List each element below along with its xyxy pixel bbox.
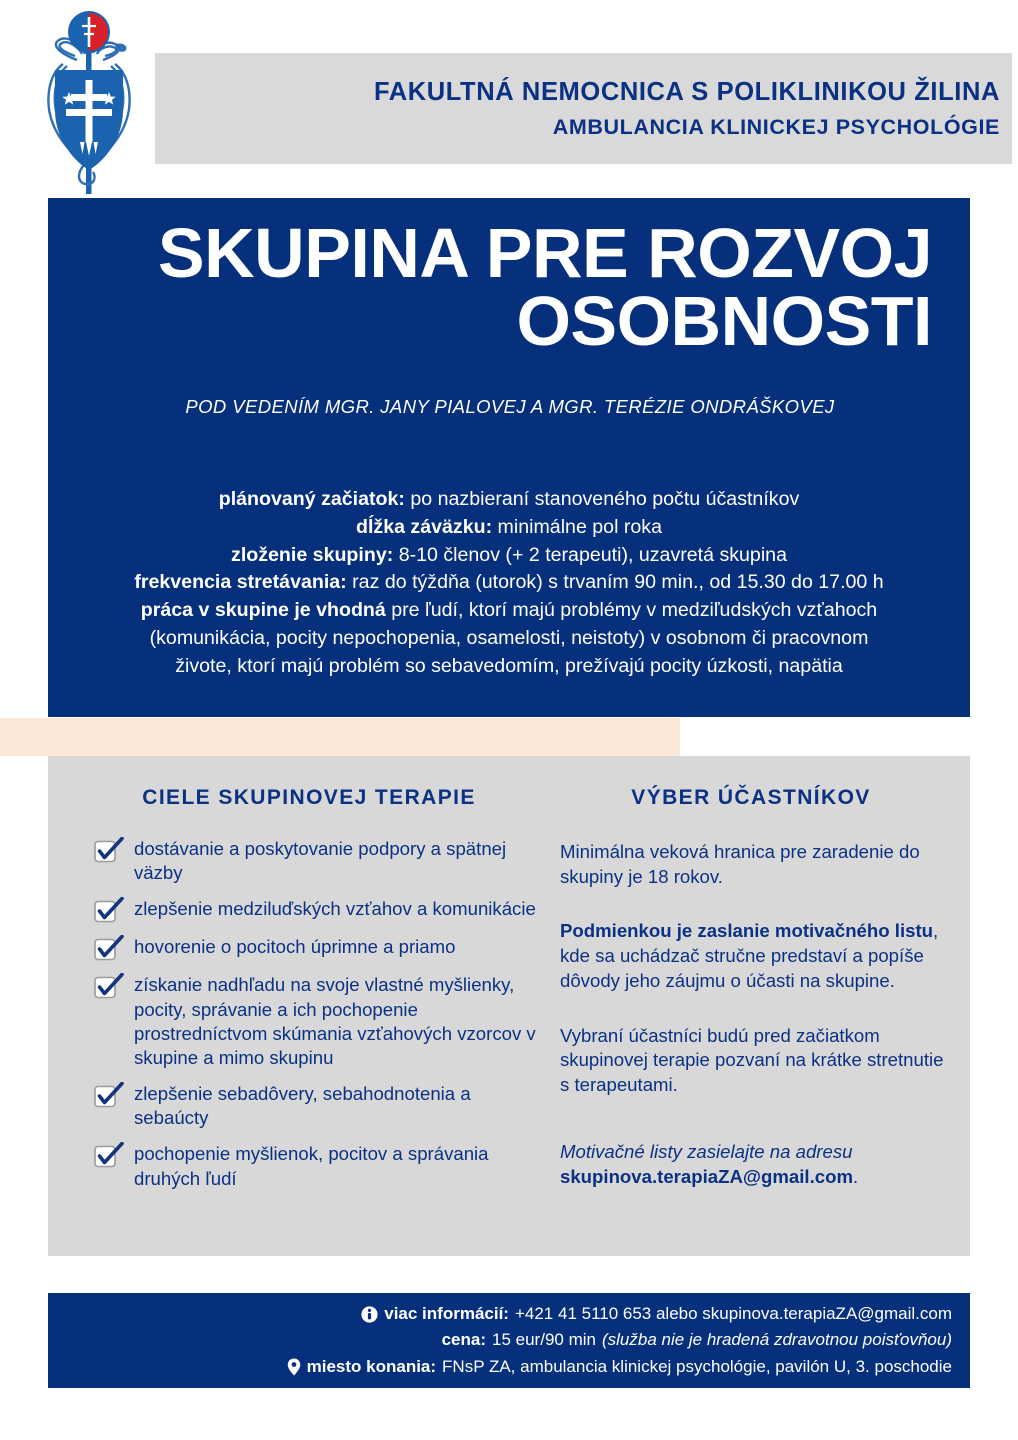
condition-bold-text: Podmienkou je zaslanie motivačného listu [560,919,934,941]
footer-panel [48,1293,970,1388]
detail-label: frekvencia stretávania: [134,571,347,594]
condition-rest-text: , kde sa uchádzač stručne predstaví a popíše dôvody jeho záujmu o účasti na skupine. [560,919,939,991]
detail-value: 8-10 členov (+ 2 terapeuti), uzavretá skupina [393,543,787,566]
selection-paragraph-age: Minimálna veková hranica pre zaradenie do skupiny je 18 rokov. [560,841,920,887]
contact-email[interactable]: skupinova.terapiaZA@gmail.com [560,1166,853,1188]
selection-paragraph-contact [560,1140,950,1190]
suitability-text-2: (komunikácia, pocity nepochopenia, osamelosti, neistoty) v osobnom či pracovnom [149,627,869,650]
detail-label: dĺžka záväzku: [355,515,493,538]
price-value: 15 eur/90 min [492,1330,596,1350]
list-item [94,896,544,923]
checkbox-checked-icon [94,1082,124,1108]
fnsp-zilina-logo [33,6,145,196]
selection-paragraph-condition [560,919,950,994]
checkbox-checked-icon [94,897,124,923]
list-item [94,934,544,961]
goals-title: CIELE SKUPINOVEJ TERAPIE [142,786,476,809]
selection-title: VÝBER ÚČASTNÍKOV [631,786,871,809]
detail-row [78,569,940,597]
checkbox-checked-icon [94,935,124,961]
page-subtitle: POD VEDENÍM MGR. JANY PIALOVEJ A MGR. TERÉZIE ONDRÁŠKOVEJ [185,396,835,417]
footer-row-price [442,1327,952,1353]
contact-instruction: Motivačné listy zasielajte na adresu [560,1141,853,1163]
goal-text: zlepšenie sebadôvery, sebahodnotenia a sebaúcty [134,1083,471,1129]
hero-details [78,486,940,681]
goal-text: zlepšenie medziluďských vzťahov a komunikácie [134,898,536,920]
hospital-name: FAKULTNÁ NEMOCNICA S POLIKLINIKOU ŽILINA [373,77,1000,106]
map-pin-icon [287,1358,301,1376]
hero-panel [48,198,970,717]
suitability-row [78,597,940,625]
selection-column [560,756,950,1190]
detail-label: plánovaný začiatok: [218,488,405,510]
goal-text: pochopenie myšlienok, pocitov a správania druhých ľudí [134,1143,489,1189]
suitability-label: práca v skupine je vhodná [140,599,386,622]
goals-checklist [74,836,544,1191]
list-item [94,1081,544,1130]
info-label: viac informácií: [384,1303,509,1323]
price-note: (služba nie je hradená zdravotnou poisťovňou) [601,1330,952,1350]
contact-period: . [852,1166,859,1188]
checkbox-checked-icon [94,973,124,999]
list-item [94,836,544,885]
detail-value: minimálne pol roka [492,515,662,538]
detail-label: zloženie skupiny: [231,543,394,566]
checkbox-checked-icon [94,837,124,863]
detail-row [78,514,940,542]
goals-column [74,756,544,1202]
footer-row-info [361,1301,952,1327]
goal-text: dostávanie a poskytovanie podpory a spätnej väzby [134,838,507,884]
page-title [88,214,932,360]
footer-row-place [287,1354,952,1380]
department-name: AMBULANCIA KLINICKEJ PSYCHOLÓGIE [552,114,1000,139]
detail-value: raz do týždňa (utorok) s trvaním 90 min., od 15.30 do 17.00 h [346,571,884,594]
price-label: cena: [441,1330,487,1350]
detail-row [78,542,940,570]
goal-text: hovorenie o pocitoch úprimne a priamo [134,936,456,958]
list-item [94,1141,544,1190]
detail-row [78,486,940,514]
list-item [94,972,544,1070]
header-title-block [155,53,1000,164]
suitability-text-1: pre ľudí, ktorí majú problémy v medziľudských vzťahoch [385,599,878,622]
selection-paragraph-invite: Vybraní účastníci budú pred začiatkom skupinovej terapie pozvaní na krátke stretnutie s terapeutami. [560,1024,944,1096]
page-title-line-2: OSOBNOSTI [516,281,932,360]
checkbox-checked-icon [94,1142,124,1168]
place-value: FNsP ZA, ambulancia klinickej psychológie, pavilón U, 3. poschodie [442,1356,952,1376]
peach-accent-strip [0,718,680,756]
detail-value: po nazbieraní stanoveného počtu účastníkov [404,488,800,510]
footer-contact-block [68,1293,952,1388]
info-value: +421 41 5110 653 alebo skupinova.terapiaZA@gmail.com [514,1303,952,1323]
goal-text: získanie nadhľadu na svoje vlastné myšlienky, pocity, správanie a ich pochopenie prostredníctvom skúmania vzťahových vzorcov v skupine a mimo skupinu [134,974,536,1068]
suitability-text-3: živote, ktorí majú problém so sebavedomím, prežívajú pocity úzkosti, napätia [175,654,843,677]
page-title-line-1: SKUPINA PRE ROZVOJ [157,214,932,292]
content-panel [48,756,970,1256]
place-label: miesto konania: [306,1356,437,1376]
info-circle-icon [361,1306,378,1323]
